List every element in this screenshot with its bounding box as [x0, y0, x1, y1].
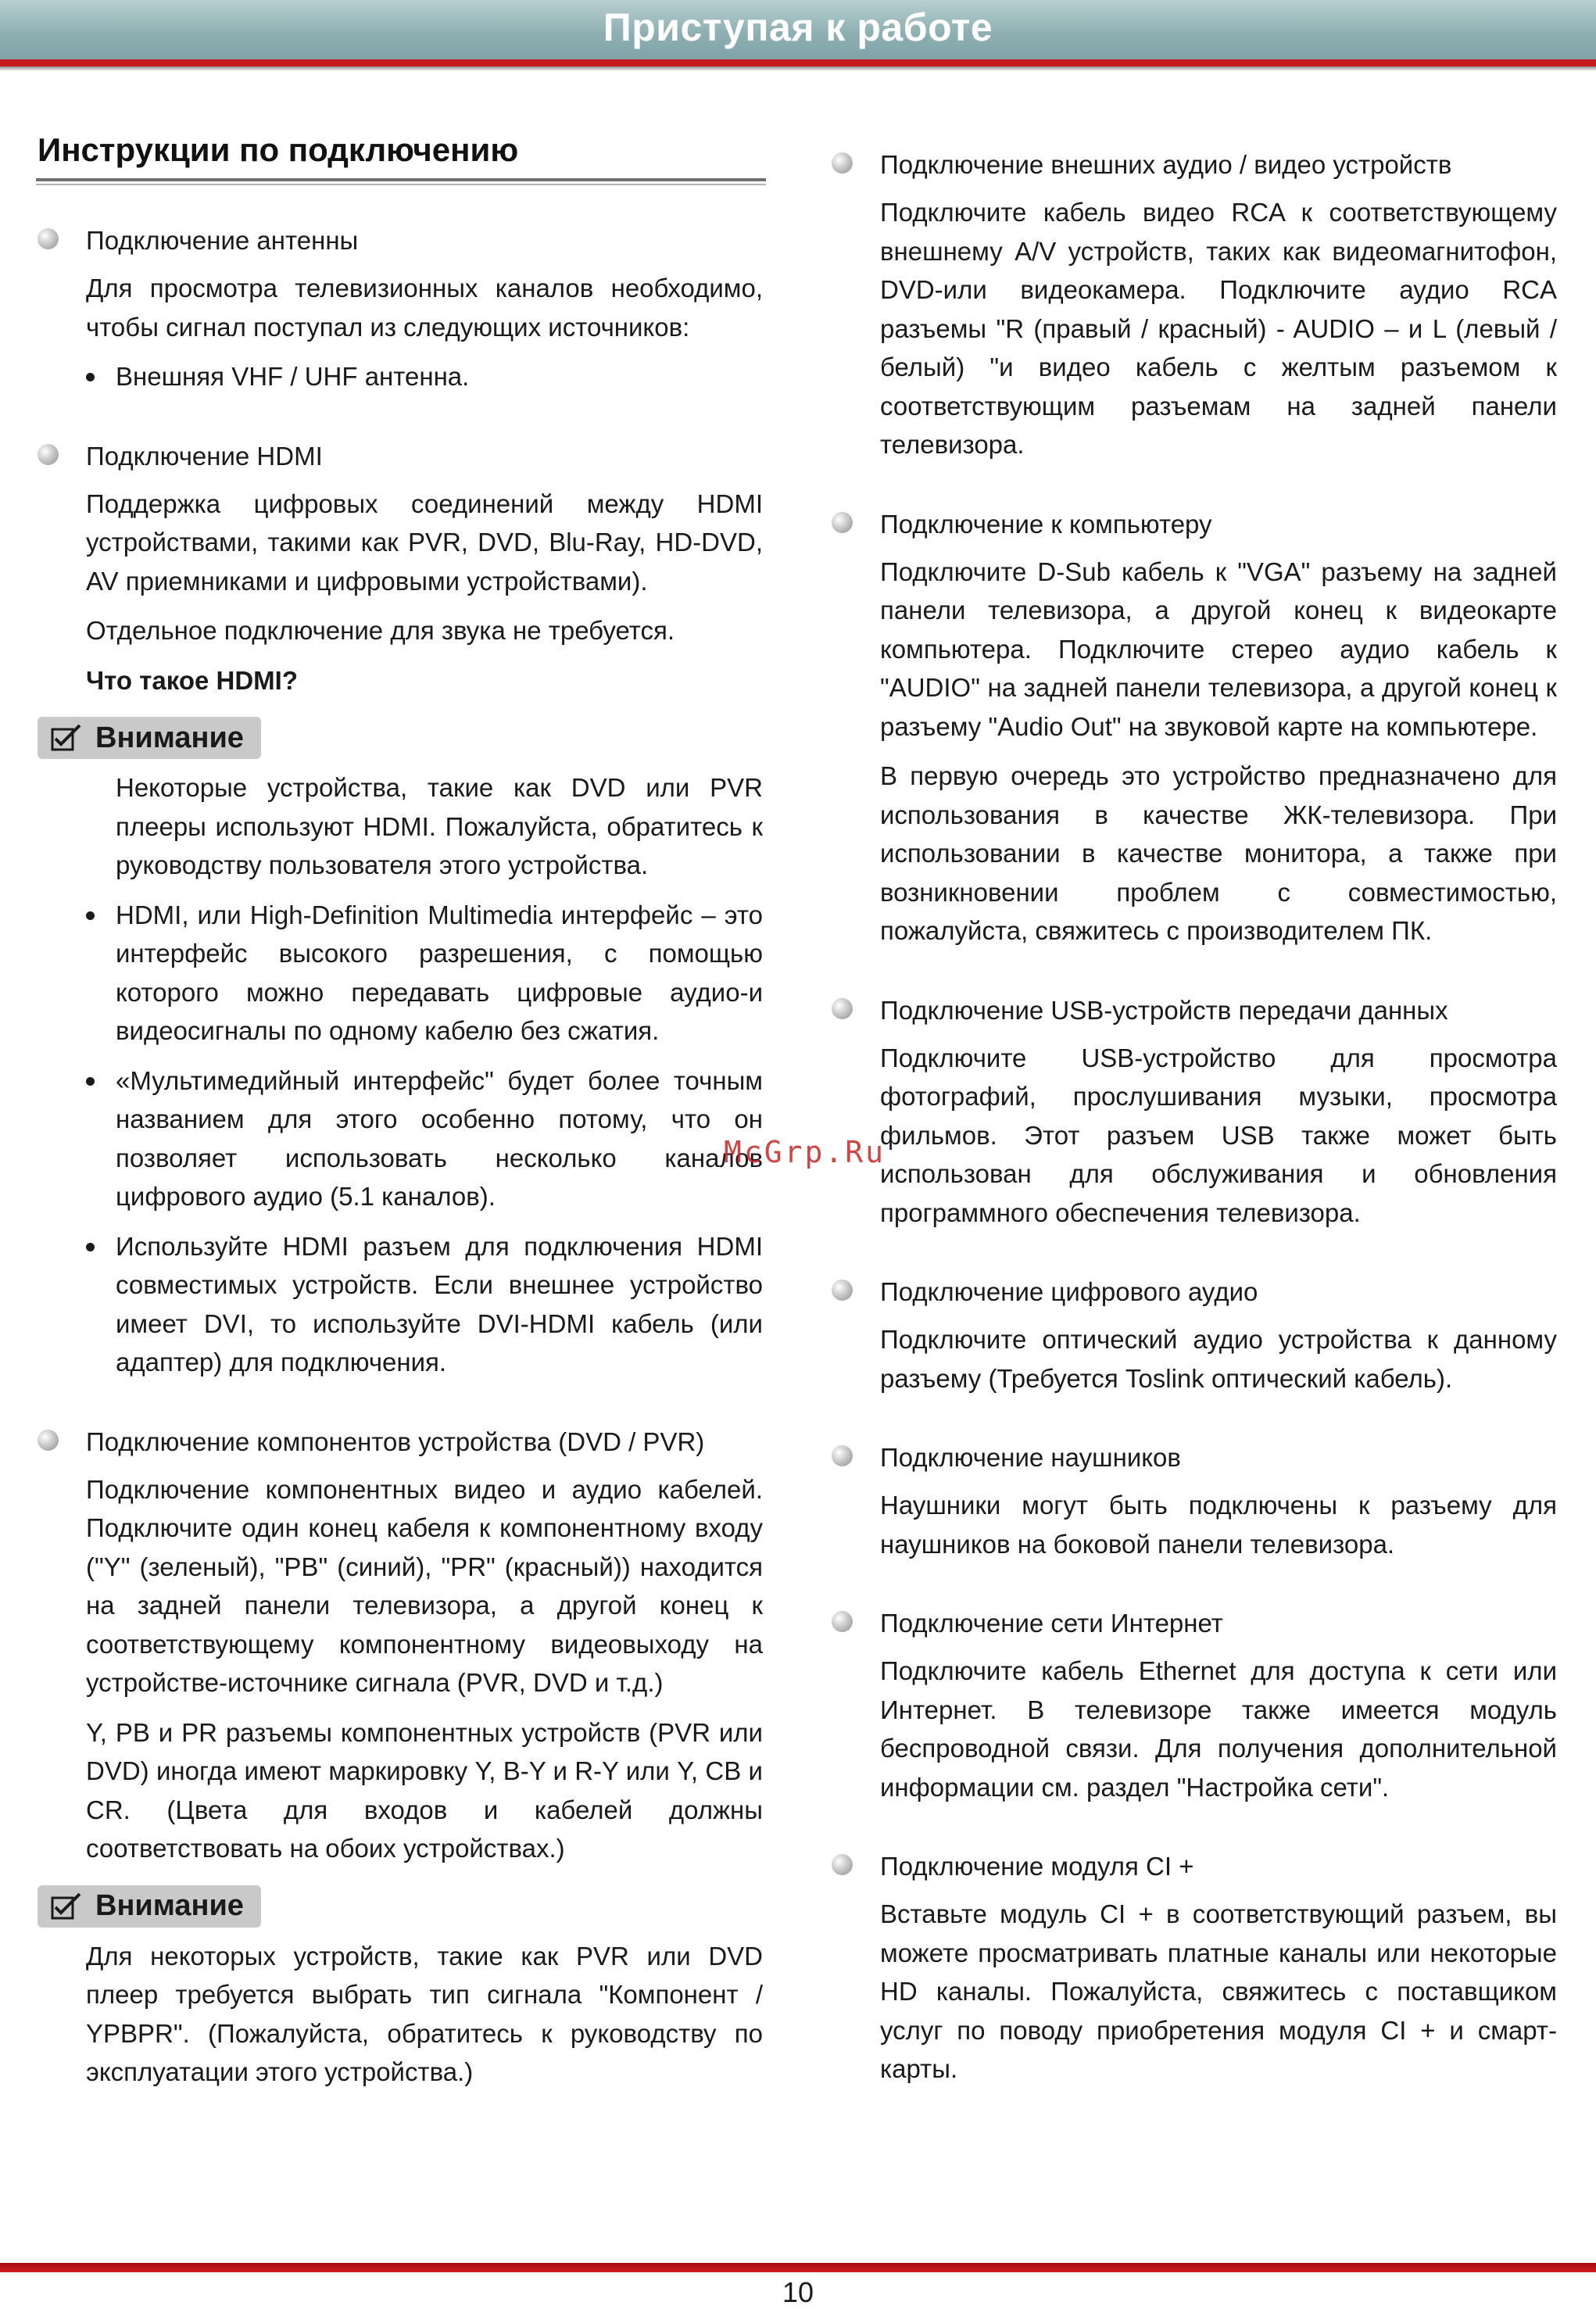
topic-title: Подключение сети Интернет: [880, 1609, 1223, 1638]
topic-title: Подключение наушников: [880, 1443, 1181, 1472]
list-item-text: «Мультимедийный интерфейс" будет более точным названием для этого особенно потому, что он позволяет использовать несколько каналов цифрового аудио (5.1 каналов).: [116, 1065, 763, 1211]
page-number: 10: [782, 2276, 814, 2308]
topic-heading: [880, 1847, 1557, 1885]
topic-bullet-icon: [38, 444, 59, 465]
notice-text: Некоторые устройства, такие как DVD или PVR плееры используют HDMI. Пожалуйста, обратитесь к руководству пользователя этого устройства.: [116, 773, 763, 879]
topic-title: Подключение модуля CI +: [880, 1852, 1194, 1881]
list-item: [86, 1227, 763, 1382]
topic-headphones: [832, 1438, 1557, 1563]
topic-title: Подключение USB-устройств передачи данных: [880, 995, 1448, 1025]
list-item: [86, 1061, 763, 1216]
paragraph: Подключение компонентных видео и аудио кабелей. Подключите один конец кабеля к компонентному входу ("Y" (зеленый), "PB" (синий), "PR" (красный)) находится на задней панели телевизора, а другой конец к соответствующему компонентному видеовыходу на устройстве-источнике сигнала (PVR, DVD и т.д.): [86, 1474, 763, 1697]
topic-bullet-icon: [38, 228, 59, 249]
paragraph: Вставьте модуль CI + в соответствующий разъем, вы можете просматривать платные каналы или некоторые HD каналы. Пожалуйста, свяжитесь с поставщиком услуг по поводу приобретения модуля CI + и смарт-карты.: [880, 1899, 1557, 2083]
list-item-text: HDMI, или High-Definition Multimedia интерфейс – это интерфейс высокого разрешения, с помощью которого можно передавать цифровые аудио-и видеосигналы по одному кабелю без сжатия.: [116, 900, 763, 1045]
bullet-dot-icon: [86, 911, 95, 920]
topic-heading: [880, 1273, 1557, 1311]
notice-label: [38, 717, 261, 759]
list-item: [86, 896, 763, 1051]
list-item-text: Используйте HDMI разъем для подключения HDMI совместимых устройств. Если внешнее устройство имеет DVI, то используйте DVI-HDMI кабель (или адаптер) для подключения.: [116, 1231, 763, 1376]
topic-title: Подключение антенны: [86, 226, 359, 255]
left-column: [38, 131, 763, 2103]
section-rule-thin: [36, 184, 766, 185]
topic-antenna: [38, 221, 763, 396]
right-column: [832, 145, 1557, 2100]
notice-label-text: Внимание: [95, 721, 244, 754]
topic-heading: [880, 145, 1557, 184]
footer-red-rule: [0, 2263, 1596, 2272]
bullet-dot-icon: [86, 373, 95, 381]
paragraph: Отдельное подключение для звука не требуется.: [86, 616, 675, 645]
topic-bullet-icon: [832, 512, 853, 533]
section-rule: [36, 178, 766, 181]
paragraph: Подключите кабель видео RCA к соответствующему внешнему A/V устройств, таких как видеомагнитофон, DVD-или видеокамера. Подключите аудио RCA разъемы "R (правый / красный) - AUDIO – и L (левый / белый) "и видео кабель с желтым разъемом к соответствующим разъемам на задней панели телевизора.: [880, 198, 1557, 459]
paragraph: Подключите оптический аудио устройства к данному разъему (Требуется Toslink оптический кабель).: [880, 1325, 1557, 1393]
topic-bullet-icon: [38, 1430, 59, 1451]
topic-bullet-icon: [832, 998, 853, 1019]
topic-heading: [880, 1604, 1557, 1642]
topic-digital-audio: [832, 1273, 1557, 1398]
paragraph: Наушники могут быть подключены к разъему для наушников на боковой панели телевизора.: [880, 1491, 1557, 1559]
notice-text: Для некоторых устройств, такие как PVR или DVD плеер требуется выбрать тип сигнала "Компонент / YPBPR". (Пожалуйста, обратитесь к руководству по эксплуатации этого устройства.): [86, 1941, 763, 2086]
topic-heading: [86, 221, 763, 260]
watermark: McGrp.Ru: [724, 1135, 886, 1169]
topic-heading: [86, 437, 763, 475]
bullet-dot-icon: [86, 1077, 95, 1086]
topic-title: Подключение к компьютеру: [880, 509, 1212, 539]
bullet-list: [86, 357, 763, 396]
paragraph: В первую очередь это устройство предназначено для использования в качестве ЖК-телевизора. При использовании в качестве монитора, а также при возникновении проблем с совместимостью, пожалуйста, свяжитесь с производителем ПК.: [880, 761, 1557, 945]
topic-heading: [880, 991, 1557, 1029]
paragraph: Поддержка цифровых соединений между HDMI устройствами, такими как PVR, DVD, Blu-Ray, HD-DVD, AV приемниками и цифровыми устройствами).: [86, 489, 763, 596]
topic-title: Подключение цифрового аудио: [880, 1277, 1258, 1306]
header-red-rule: [0, 59, 1596, 66]
topic-hdmi: [38, 437, 763, 1382]
topic-bullet-icon: [832, 1854, 853, 1875]
page-header: [0, 0, 1596, 59]
header-shadow: [0, 66, 1596, 71]
paragraph: Подключите кабель Ethernet для доступа к сети или Интернет. В телевизоре также имеется модуль беспроводной связи. Для получения дополнительной информации см. раздел "Настройка сети".: [880, 1656, 1557, 1802]
page-title: Приступая к работе: [603, 5, 993, 49]
topic-pc: [832, 505, 1557, 950]
topic-bullet-icon: [832, 1280, 853, 1301]
topic-heading: [880, 505, 1557, 543]
checkbox-pencil-icon: [50, 1892, 83, 1921]
section-title: Инструкции по подключению: [38, 131, 519, 168]
topic-bullet-icon: [832, 1611, 853, 1632]
paragraph: Подключите D-Sub кабель к "VGA" разъему на задней панели телевизора, а другой конец к видеокарте компьютера. Подключите стерео аудио кабель к "AUDIO" на задней панели телевизора, а другой конец к разъему "Audio Out" на звуковой карте на компьютере.: [880, 557, 1557, 741]
topic-usb: [832, 991, 1557, 1233]
checkbox-pencil-icon: [50, 723, 83, 753]
list-item-text: Внешняя VHF / UHF антенна.: [116, 362, 470, 391]
topic-bullet-icon: [832, 152, 853, 174]
topic-component: [38, 1423, 763, 2092]
list-item: [86, 357, 763, 396]
topic-bullet-icon: [832, 1445, 853, 1466]
bullet-list: [86, 896, 763, 1382]
topic-heading: [86, 1423, 763, 1461]
topic-title: Подключение компонентов устройства (DVD / PVR): [86, 1427, 705, 1456]
notice-label: [38, 1885, 261, 1928]
bullet-dot-icon: [86, 1243, 95, 1251]
topic-title: Подключение внешних аудио / видео устройств: [880, 150, 1452, 179]
topic-heading: [880, 1438, 1557, 1477]
paragraph: Для просмотра телевизионных каналов необходимо, чтобы сигнал поступал из следующих источников:: [86, 274, 763, 342]
notice-label-text: Внимание: [95, 1889, 244, 1922]
subheading: Что такое HDMI?: [86, 665, 298, 695]
topic-av-devices: [832, 145, 1557, 464]
paragraph: Подключите USB-устройство для просмотра фотографий, прослушивания музыки, просмотра фильмов. Этот разъем USB также может быть использован для обслуживания и обновления программного обеспечения телевизора.: [880, 1043, 1557, 1227]
topic-title: Подключение HDMI: [86, 441, 323, 471]
topic-ci-module: [832, 1847, 1557, 2089]
paragraph: Y, PB и PR разъемы компонентных устройств (PVR или DVD) иногда имеют маркировку Y, B-Y и R-Y или Y, CB и CR. (Цвета для входов и кабелей должны соответствовать на обоих устройствах.): [86, 1717, 763, 1863]
topic-internet: [832, 1604, 1557, 1806]
